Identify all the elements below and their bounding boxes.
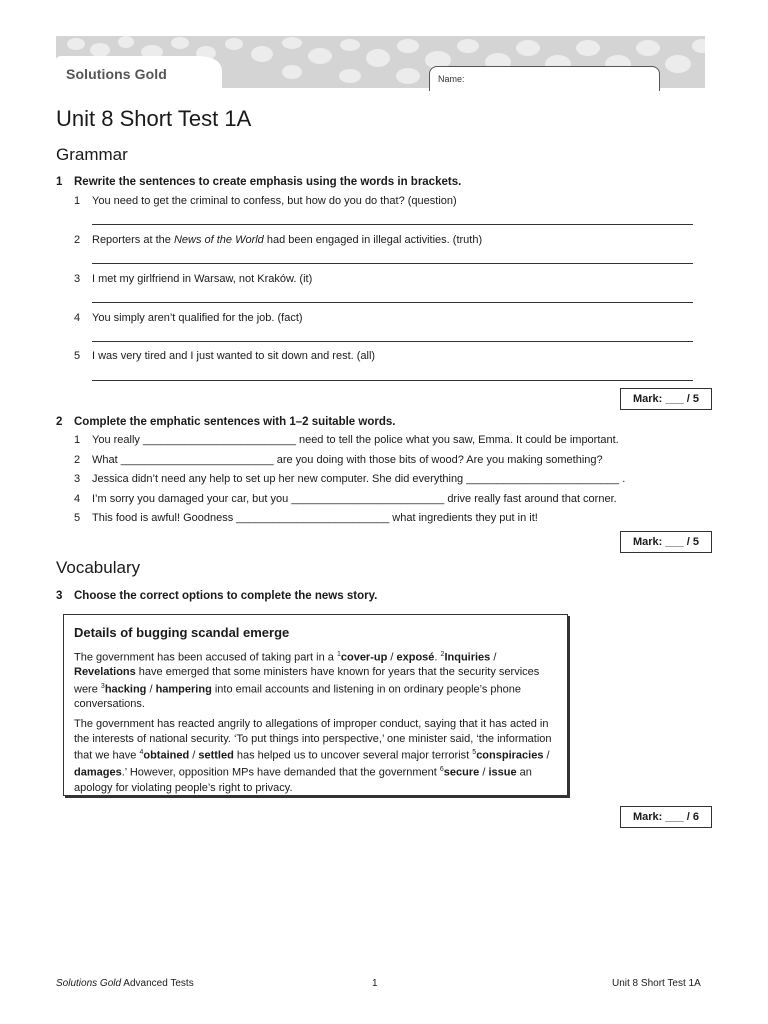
q2-item-1 <box>74 434 619 446</box>
item-text: You really _________________________ need to tell the police what you saw, Emma. It could be important. <box>92 434 619 446</box>
story-text: The government has been accused of taking part in a <box>74 651 337 664</box>
answer-line[interactable] <box>92 302 693 303</box>
item-number: 3 <box>74 273 81 285</box>
story-text: .’ However, opposition MPs have demanded that the government <box>121 767 440 780</box>
q2-item-2 <box>74 454 603 466</box>
q1-item-4 <box>74 312 303 324</box>
story-text: an apology for violating people’s right to privacy. <box>74 767 532 794</box>
item-text: Jessica didn’t need any help to set up her new computer. She did everything _________________________ . <box>92 473 626 485</box>
question-2-instruction <box>56 416 395 428</box>
question-3-instruction <box>56 590 377 602</box>
item-text: You simply aren’t qualified for the job. (fact) <box>92 312 303 324</box>
option[interactable]: hacking <box>104 683 147 696</box>
story-text: . <box>434 651 441 664</box>
answer-line[interactable] <box>92 380 693 381</box>
gap-number: 3 <box>100 682 105 690</box>
option[interactable]: Inquiries <box>444 651 491 664</box>
gap-number: 4 <box>139 749 144 757</box>
q1-item-2 <box>74 234 482 246</box>
separator: / <box>189 749 199 762</box>
q2-item-4 <box>74 493 617 505</box>
story-paragraph-1 <box>74 648 557 711</box>
option[interactable]: damages <box>74 767 122 780</box>
story-text: have emerged that some ministers have known for years that the security services were <box>74 666 540 696</box>
item-number: 5 <box>74 350 81 362</box>
gap-number: 1 <box>336 651 341 658</box>
item-number: 2 <box>74 234 81 246</box>
option[interactable]: secure <box>443 767 480 780</box>
brand-logo: Solutions Gold <box>66 66 167 82</box>
item-number: 5 <box>74 512 81 524</box>
q1-item-1 <box>74 195 457 207</box>
option[interactable]: settled <box>198 749 234 762</box>
item-text: I’m sorry you damaged your car, but you _________________________ drive really fast around that corner. <box>92 493 617 505</box>
item-text-italic: News of the World <box>173 234 264 246</box>
answer-line[interactable] <box>92 341 693 342</box>
question-1-instruction <box>56 176 461 188</box>
item-number: 4 <box>74 312 81 324</box>
item-text: I met my girlfriend in Warsaw, not Kraków. (it) <box>92 273 313 285</box>
story-title: Details of bugging scandal emerge <box>74 625 290 640</box>
mark-box[interactable]: Mark: ___ / 5 <box>620 388 712 410</box>
separator: / <box>387 651 397 664</box>
separator: / <box>543 749 550 762</box>
separator: / <box>146 683 156 696</box>
page-number: 1 <box>372 978 378 989</box>
story-text: The government has reacted angrily to allegations of improper conduct, saying that it has acted in the interests of national security. ‘To put things into perspective,’ one minister said, ‘the information that we have <box>74 718 552 762</box>
answer-line[interactable] <box>92 263 693 264</box>
answer-line[interactable] <box>92 224 693 225</box>
item-number: 4 <box>74 493 81 505</box>
page-title: Unit 8 Short Test 1A <box>56 106 252 131</box>
mark-box[interactable]: Mark: ___ / 6 <box>620 806 712 828</box>
item-text: What _________________________ are you doing with those bits of wood? Are you making something? <box>92 454 603 466</box>
option[interactable]: conspiracies <box>476 749 544 762</box>
mark-box[interactable]: Mark: ___ / 5 <box>620 531 712 553</box>
story-text: has helped us to uncover several major terrorist <box>233 749 473 762</box>
option[interactable]: Revelations <box>74 666 136 679</box>
item-number: 1 <box>74 434 81 446</box>
option[interactable]: hampering <box>155 683 212 696</box>
section-heading-grammar: Grammar <box>56 145 128 164</box>
name-label: Name: <box>438 74 465 84</box>
q1-item-3 <box>74 273 312 285</box>
news-story-box <box>63 614 568 796</box>
option[interactable]: exposé <box>396 651 435 664</box>
story-paragraph-2 <box>74 717 557 795</box>
item-text: You need to get the criminal to confess, but how do you do that? (question) <box>92 195 457 207</box>
q2-item-5 <box>74 512 538 524</box>
separator: / <box>490 651 497 664</box>
section-heading-vocabulary: Vocabulary <box>56 558 141 577</box>
footer-series: Solutions Gold <box>56 978 122 989</box>
story-text: into email accounts and listening in on ordinary people’s phone conversations. <box>74 683 522 710</box>
item-text: had been engaged in illegal activities. (truth) <box>263 234 483 246</box>
footer-right: Unit 8 Short Test 1A <box>612 978 701 989</box>
question-number: 2 <box>56 416 63 428</box>
footer-left <box>56 978 194 989</box>
footer-text: Advanced Tests <box>121 978 194 989</box>
question-number: 3 <box>56 590 63 602</box>
option[interactable]: issue <box>488 767 517 780</box>
item-text: Reporters at the <box>92 234 174 246</box>
option[interactable]: obtained <box>143 749 190 762</box>
gap-number: 2 <box>440 651 445 658</box>
q1-item-5 <box>74 350 375 362</box>
q2-item-3 <box>74 473 625 485</box>
instruction-text: Complete the emphatic sentences with 1–2 suitable words. <box>74 416 396 428</box>
name-field[interactable] <box>429 66 660 91</box>
instruction-text: Choose the correct options to complete the news story. <box>74 590 378 602</box>
option[interactable]: cover-up <box>340 651 388 664</box>
instruction-text: Rewrite the sentences to create emphasis using the words in brackets. <box>74 176 462 188</box>
separator: / <box>479 767 489 780</box>
question-number: 1 <box>56 176 63 188</box>
item-text: I was very tired and I just wanted to sit down and rest. (all) <box>92 350 376 362</box>
gap-number: 5 <box>472 749 477 757</box>
item-number: 3 <box>74 473 81 485</box>
item-number: 1 <box>74 195 81 207</box>
gap-number: 6 <box>439 766 444 774</box>
item-number: 2 <box>74 454 81 466</box>
item-text: This food is awful! Goodness _________________________ what ingredients they put in it! <box>92 512 538 524</box>
